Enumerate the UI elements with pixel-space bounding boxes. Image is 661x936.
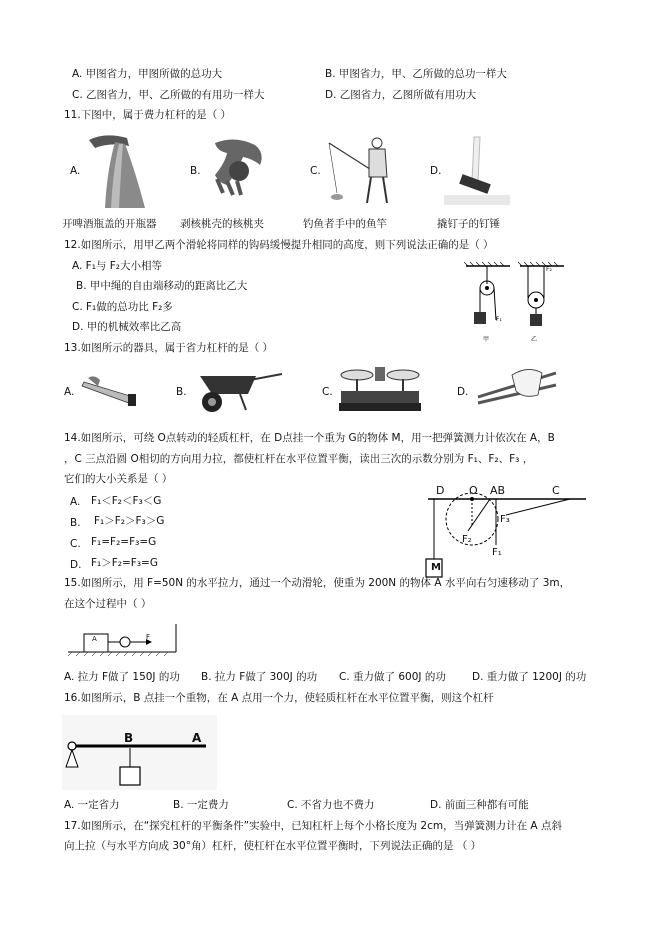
lever-label-o: O	[469, 484, 478, 497]
q14-option-b: F₁＞F₂＞F₃＞G	[94, 515, 165, 527]
q11-caption-d: 撬钉子的钉锤	[437, 218, 500, 230]
fisherman-image	[325, 133, 405, 213]
lever-label-m: M	[431, 562, 441, 573]
q14-option-a-letter: A.	[70, 496, 81, 508]
q10-option-d: D. 乙图省力，乙图所做有用功大	[325, 89, 477, 101]
q12-option-c: C. F₁做的总功比 F₂多	[72, 301, 173, 313]
q14-stem-line1: 14.如图所示，可绕 O点转动的轻质杠杆，在 D点挂一个重为 G的物体 M，用一把弹簧测力计依次在 A，B	[64, 432, 555, 444]
q11-stem: 11.下图中，属于费力杠杆的是（ ）	[64, 109, 232, 121]
lever-label-f3: F₃	[500, 514, 510, 525]
q10-option-a: A. 甲图省力，甲图所做的总功大	[72, 68, 223, 80]
lever-circle-diagram	[420, 485, 590, 580]
q12-option-a: A. F₁与 F₂大小相等	[72, 260, 163, 272]
q15-stem-line2: 在这个过程中（ ）	[64, 598, 152, 610]
bottle-opener-image	[85, 130, 165, 210]
chopsticks-image	[472, 365, 562, 415]
q10-option-c: C. 乙图省力，甲、乙所做的有用功一样大	[72, 89, 265, 101]
lever-label-d: D	[436, 484, 445, 497]
q16-option-a: A. 一定省力	[64, 799, 120, 811]
pulley-label-jia: 甲	[483, 336, 490, 343]
lever-label-c: C	[552, 484, 560, 497]
q16-option-b: B. 一定费力	[173, 799, 229, 811]
q15-option-a: A. 拉力 F做了 150J 的功	[64, 671, 180, 683]
pulley-force-label: F	[146, 633, 151, 641]
q13-label-b: B.	[176, 386, 187, 398]
pulley-diagram	[460, 262, 570, 347]
balance-scale-image	[335, 363, 425, 418]
lever-weight-diagram	[62, 715, 217, 790]
lever-point-b: B	[124, 731, 134, 745]
pulley-label-yi: 乙	[531, 336, 538, 343]
wheelbarrow-image	[190, 370, 285, 415]
claw-hammer-image	[440, 133, 515, 208]
pulley-f2-label: F₂	[546, 266, 552, 273]
lever-label-ab: AB	[490, 484, 506, 497]
q14-option-b-letter: B.	[70, 517, 81, 529]
q15-option-d: D. 重力做了 1200J 的功	[472, 671, 587, 683]
q11-caption-b: 剥核桃壳的核桃夹	[180, 218, 264, 230]
q14-stem-line2: ，C 三点沿圆 O相切的方向用力拉，都使杠杆在水平位置平衡，读出三次的示数分别为 F₁、F₂、F₃ ，	[64, 453, 534, 465]
tongs-image	[78, 370, 148, 410]
q13-label-c: C.	[322, 386, 333, 398]
moving-pulley-diagram	[68, 624, 180, 658]
lever-label-f2: F₂	[462, 534, 472, 545]
q15-option-c: C. 重力做了 600J 的功	[339, 671, 446, 683]
q13-stem: 13.如图所示的器具，属于省力杠杆的是（ ）	[64, 342, 274, 354]
pulley-f1-label: F₁	[496, 316, 502, 323]
q14-option-a: F₁＜F₂＜F₃＜G	[91, 495, 162, 507]
q14-stem-line3: 它们的大小关系是（ ）	[64, 473, 173, 485]
q17-stem-line1: 17.如图所示，在“探究杠杆的平衡条件”实验中，已知杠杆上每个小格长度为 2cm，当弹簧测力计在 A 点斜	[64, 820, 562, 832]
nutcracker-image	[205, 135, 275, 197]
q15-stem-line1: 15.如图所示，用 F=50N 的水平拉力，通过一个动滑轮，使重为 200N 的物体 A 水平向右匀速移动了 3m，	[64, 577, 571, 589]
q11-label-d: D.	[430, 165, 442, 177]
q13-label-d: D.	[457, 386, 469, 398]
q13-label-a: A.	[64, 386, 75, 398]
q14-option-d-letter: D.	[70, 559, 82, 571]
q11-caption-a: 开啤酒瓶盖的开瓶器	[62, 218, 157, 230]
q10-option-b: B. 甲图省力，甲、乙所做的总功一样大	[325, 68, 507, 80]
q11-label-b: B.	[190, 165, 201, 177]
q12-option-d: D. 甲的机械效率比乙高	[72, 321, 182, 333]
q12-option-b: B. 甲中绳的自由端移动的距离比乙大	[76, 280, 248, 292]
q11-caption-c: 钓鱼者手中的鱼竿	[303, 218, 387, 230]
q11-label-a: A.	[70, 165, 81, 177]
q15-option-b: B. 拉力 F做了 300J 的功	[201, 671, 318, 683]
q16-option-d: D. 前面三种都有可能	[430, 799, 529, 811]
pulley-block-a-label: A	[92, 635, 97, 643]
q14-option-c-letter: C.	[70, 538, 81, 550]
lever-point-a: A	[192, 731, 202, 745]
q12-stem: 12.如图所示，用甲乙两个滑轮将同样的钩码缓慢提升相同的高度，则下列说法正确的是（ ）	[64, 239, 494, 251]
q16-stem: 16.如图所示，B 点挂一个重物，在 A 点用一个力，使轻质杠杆在水平位置平衡，则这个杠杆	[64, 692, 494, 704]
q14-option-c: F₁=F₂=F₃=G	[91, 536, 157, 548]
q16-option-c: C. 不省力也不费力	[287, 799, 375, 811]
q14-option-d: F₁＞F₂=F₃=G	[91, 557, 158, 569]
lever-label-f1: F₁	[492, 547, 502, 558]
q17-stem-line2: 向上拉（与水平方向成 30°角）杠杆，使杠杆在水平位置平衡时，下列说法正确的是 （ ）	[64, 840, 482, 852]
q11-label-c: C.	[310, 165, 321, 177]
